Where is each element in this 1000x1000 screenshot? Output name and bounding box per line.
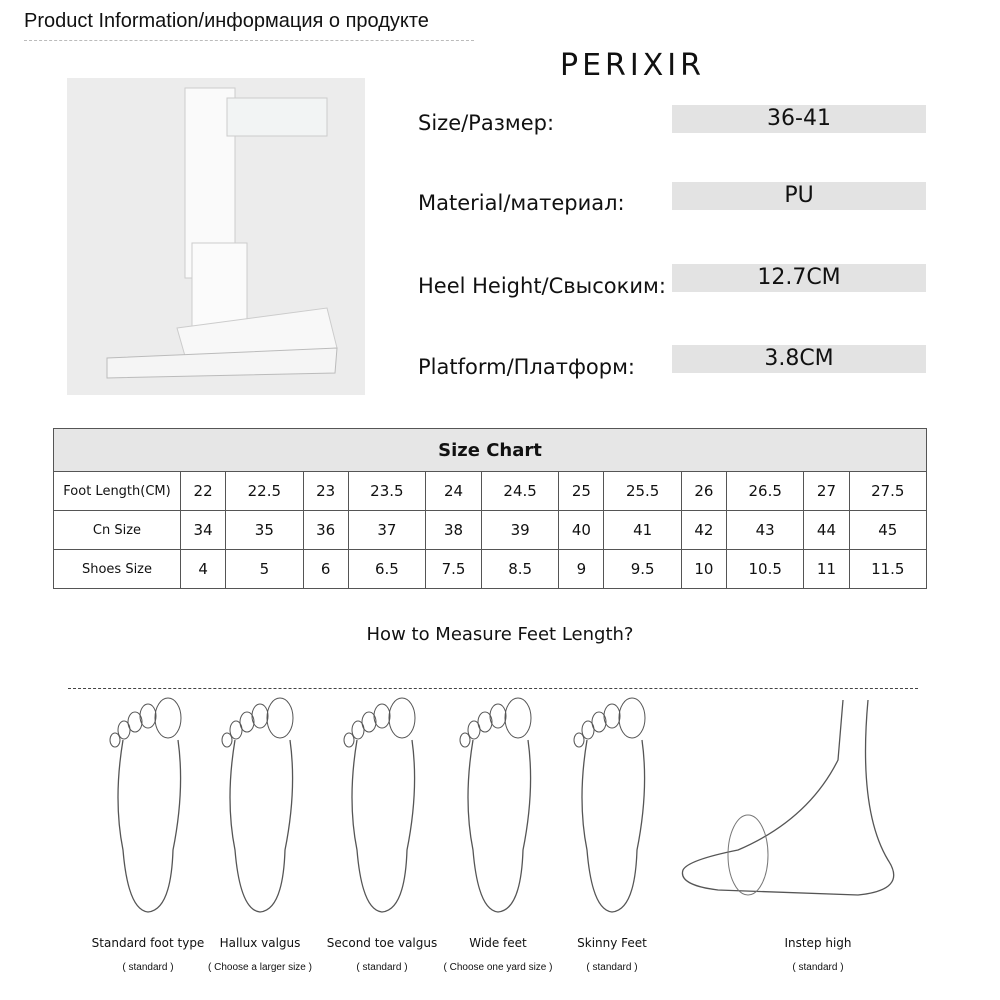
table-cell: 26 [681,472,726,511]
foot-type-note: ( standard ) [792,962,844,973]
table-cell: 6 [303,550,348,589]
size-chart-title: Size Chart [54,429,927,472]
table-cell: 37 [348,511,425,550]
table-cell: 11.5 [849,550,926,589]
table-row [54,550,927,589]
material-value: PU [672,182,926,210]
table-cell: 36 [303,511,348,550]
foot-drawing-icon [327,680,437,920]
divider [24,40,474,41]
table-cell: 23.5 [348,472,425,511]
table-cell: 40 [559,511,604,550]
table-cell: 11 [804,550,849,589]
row-header: Cn Size [54,511,181,550]
table-cell: 6.5 [348,550,425,589]
table-cell: 23 [303,472,348,511]
table-cell: 9.5 [604,550,681,589]
table-cell: 4 [181,550,226,589]
table-cell: 8.5 [481,550,558,589]
foot-type-note: ( standard ) [356,962,408,973]
table-cell: 22 [181,472,226,511]
foot-type-note: ( standard ) [586,962,638,973]
foot-drawing-icon [557,680,667,920]
table-cell: 10 [681,550,726,589]
foot-type-label: Skinny Feet [577,936,647,950]
size-label: Size/Размер: [418,111,555,135]
foot-type-note: ( standard ) [122,962,174,973]
table-cell: 5 [226,550,303,589]
page-title: Product Information/информация о продукте [24,10,429,32]
foot-type-label: Second toe valgus [326,936,438,950]
table-cell: 41 [604,511,681,550]
foot-type-note: ( Choose one yard size ) [443,962,553,973]
table-cell: 43 [727,511,804,550]
heel-height-value: 12.7CM [672,264,926,292]
foot-drawing-icon [93,680,203,920]
table-cell: 42 [681,511,726,550]
material-label: Material/материал: [418,191,625,215]
table-row [54,472,927,511]
table-cell: 45 [849,511,926,550]
foot-type-note: ( Choose a larger size ) [208,962,312,973]
table-row [54,511,927,550]
product-image [67,78,365,395]
table-cell: 44 [804,511,849,550]
table-cell: 27 [804,472,849,511]
platform-label: Platform/Платформ: [418,355,636,379]
foot-type-label: Instep high [784,936,852,950]
foot-side-drawing-icon [658,690,918,920]
table-cell: 9 [559,550,604,589]
table-cell: 27.5 [849,472,926,511]
size-chart-table [53,428,927,589]
table-cell: 24.5 [481,472,558,511]
size-value: 36-41 [672,105,926,133]
table-cell: 7.5 [426,550,482,589]
row-header: Shoes Size [54,550,181,589]
table-cell: 24 [426,472,482,511]
table-cell: 25 [559,472,604,511]
table-cell: 26.5 [727,472,804,511]
table-cell: 38 [426,511,482,550]
brand-logo: PERIXIR [560,48,705,83]
foot-drawing-icon [443,680,553,920]
foot-type-label: Hallux valgus [219,936,301,950]
foot-drawing-icon [205,680,315,920]
heel-height-label: Heel Height/Свысоким: [418,274,666,298]
table-cell: 39 [481,511,558,550]
table-cell: 35 [226,511,303,550]
foot-type-label: Standard foot type [91,936,205,950]
table-cell: 34 [181,511,226,550]
platform-value: 3.8CM [672,345,926,373]
row-header: Foot Length(CM) [54,472,181,511]
table-cell: 22.5 [226,472,303,511]
measure-title: How to Measure Feet Length? [366,624,634,645]
foot-type-label: Wide feet [469,936,527,950]
table-cell: 10.5 [727,550,804,589]
table-cell: 25.5 [604,472,681,511]
